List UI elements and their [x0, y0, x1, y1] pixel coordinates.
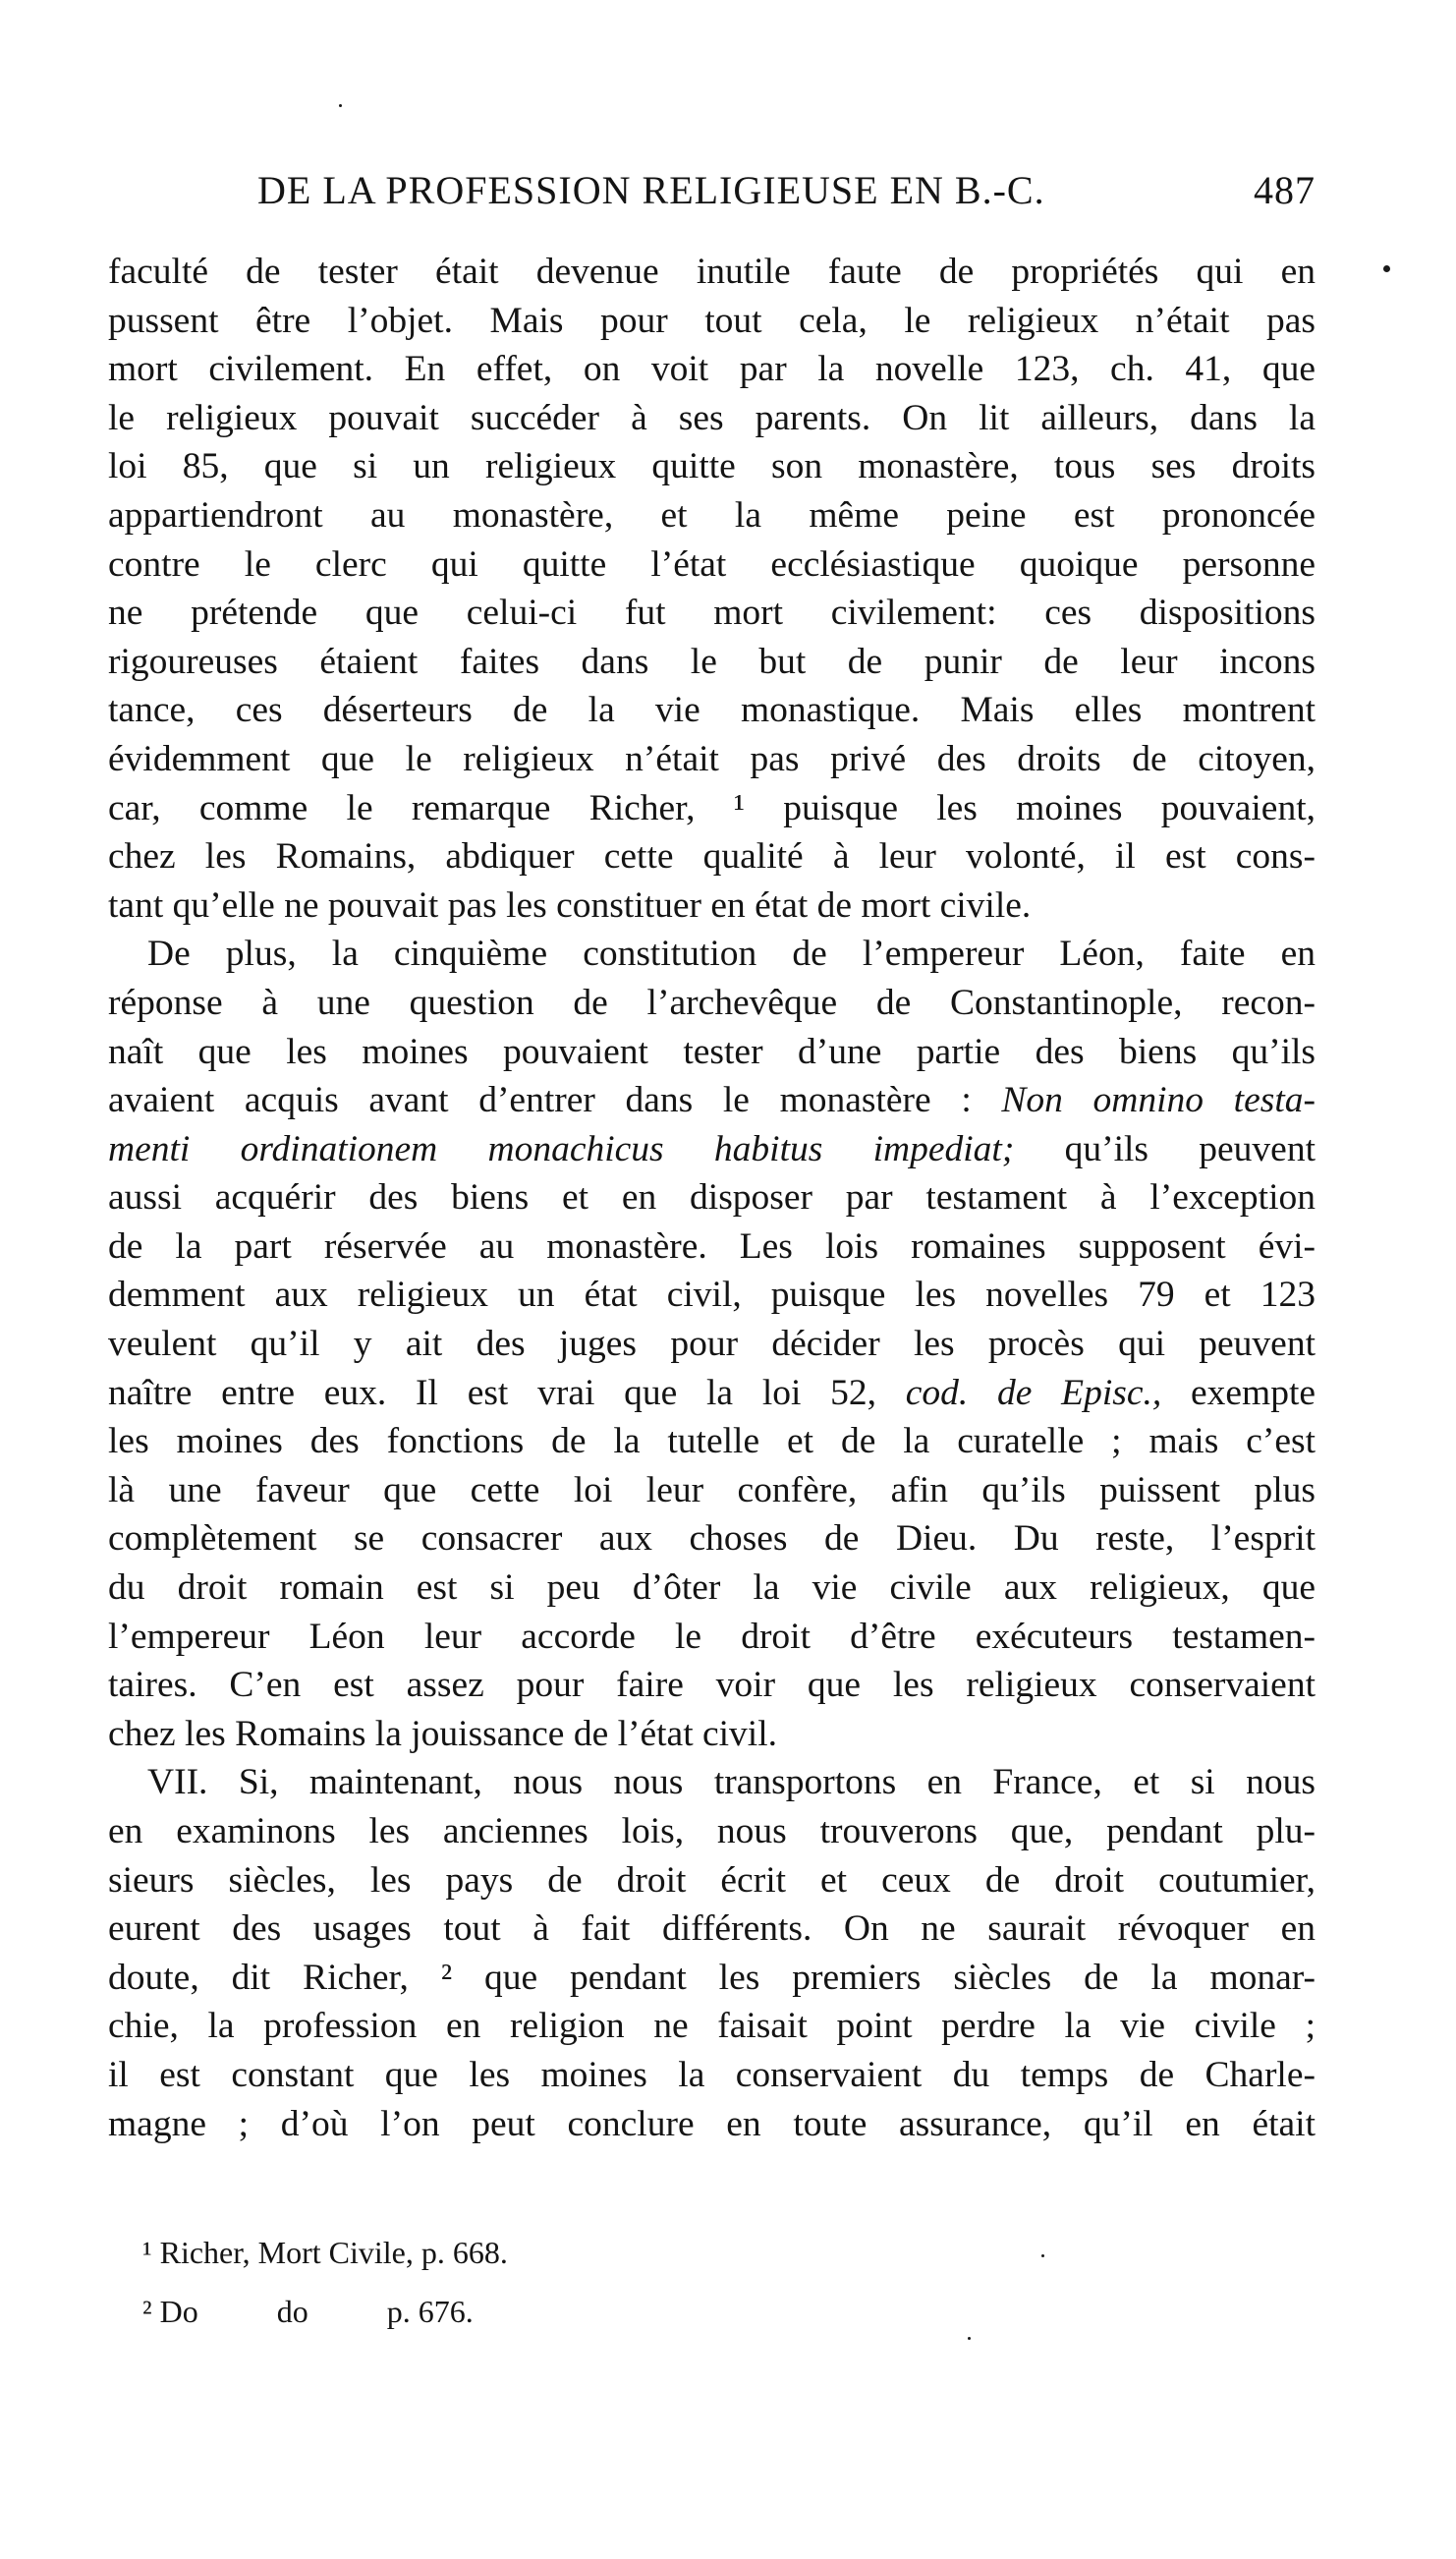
scan-speck — [1383, 265, 1390, 272]
text-line: évidemment que le religieux n’était pas privé des droits de citoyen, — [108, 738, 1316, 779]
scan-speck — [968, 2337, 971, 2340]
footnote: ¹ Richer, Mort Civile, p. 668. — [142, 2235, 508, 2270]
text-line — [108, 1076, 1316, 1125]
text-line: mort civilement. En effet, on voit par la novelle 123, ch. 41, que — [108, 349, 1316, 390]
text-line: ne prétende que celui-ci fut mort civilement: ces dispositions — [108, 593, 1316, 634]
page-number: 487 — [1254, 168, 1316, 212]
text-line: chez les Romains, abdiquer cette qualité à leur volonté, il est cons- — [108, 836, 1316, 878]
text-run: exempte — [1190, 1372, 1316, 1413]
text-line: appartiendront au monastère, et la même peine est prononcée — [108, 494, 1316, 536]
paragraph — [108, 248, 1316, 930]
text-line: car, comme le remarque Richer, ¹ puisque les moines pouvaient, — [108, 787, 1316, 828]
text-line: les moines des fonctions de la tutelle et de la curatelle ; mais c’est — [108, 1421, 1316, 1462]
citation: cod. de Episc., — [905, 1372, 1162, 1413]
text-line: tance, ces déserteurs de la vie monastique. Mais elles montrent — [108, 690, 1316, 731]
text-line: rigoureuses étaient faites dans le but de punir de leur incons — [108, 641, 1316, 682]
text-line: De plus, la cinquième constitution de l’empereur Léon, faite en — [147, 934, 1316, 975]
text-line: veulent qu’il y ait des juges pour décider les procès qui peuvent — [108, 1324, 1316, 1365]
text-line: du droit romain est si peu d’ôter la vie civile aux religieux, que — [108, 1567, 1316, 1609]
text-line: naît que les moines pouvaient tester d’une partie des biens qu’ils — [108, 1031, 1316, 1072]
text-line: demment aux religieux un état civil, puisque les novelles 79 et 123 — [108, 1275, 1316, 1316]
text-line: chie, la profession en religion ne faisait point perdre la vie civile ; — [108, 2006, 1316, 2047]
footnotes — [142, 2223, 830, 2341]
text-line: faculté de tester était devenue inutile faute de propriétés qui en — [108, 252, 1316, 292]
text-line: taires. C’en est assez pour faire voir que les religieux conservaient — [108, 1665, 1316, 1706]
text-line — [108, 1369, 1316, 1418]
text-line: il est constant que les moines la conservaient du temps de Charle- — [108, 2054, 1316, 2095]
paragraph — [108, 930, 1316, 1758]
running-title: DE LA PROFESSION RELIGIEUSE EN B.-C. — [257, 168, 1045, 212]
body-text — [108, 248, 1316, 2148]
text-line: complètement se consacrer aux choses de Dieu. Du reste, l’esprit — [108, 1518, 1316, 1560]
text-line: magne ; d’où l’on peut conclure en toute assurance, qu’il en était — [108, 2103, 1316, 2144]
text-run: naître entre eux. Il est vrai que la loi 52, — [108, 1372, 877, 1413]
text-line: VII. Si, maintenant, nous nous transportons en France, et si nous — [147, 1762, 1316, 1803]
text-run: avaient acquis avant d’entrer dans le monastère : — [108, 1080, 972, 1121]
text-line: loi 85, que si un religieux quitte son monastère, tous ses droits — [108, 446, 1316, 487]
text-line: là une faveur que cette loi leur confère, afin qu’ils puissent plus — [108, 1469, 1316, 1510]
footnote: ² Do do p. 676. — [142, 2294, 474, 2329]
text-line: pussent être l’objet. Mais pour tout cela, le religieux n’était pas — [108, 300, 1316, 341]
text-line: le religieux pouvait succéder à ses parents. On lit ailleurs, dans la — [108, 397, 1316, 438]
text-line: sieurs siècles, les pays de droit écrit et ceux de droit coutumier, — [108, 1859, 1316, 1901]
latin-quote: Non omnino testa- — [1001, 1080, 1316, 1121]
paragraph — [108, 1758, 1316, 2148]
text-run: qu’ils peuvent — [1064, 1128, 1316, 1169]
scan-speck — [339, 104, 342, 107]
text-line — [108, 1125, 1316, 1174]
latin-quote: menti ordinationem monachicus habitus impediat; — [108, 1128, 1015, 1169]
running-head — [257, 167, 1316, 222]
text-line: en examinons les anciennes lois, nous trouverons que, pendant plu- — [108, 1811, 1316, 1851]
text-line: aussi acquérir des biens et en disposer par testament à l’exception — [108, 1177, 1316, 1219]
text-line: réponse à une question de l’archevêque de Constantinople, recon- — [108, 982, 1316, 1023]
text-line: chez les Romains la jouissance de l’état civil. — [108, 1713, 778, 1754]
text-line: tant qu’elle ne pouvait pas les constituer en état de mort civile. — [108, 884, 1032, 926]
scan-speck — [1041, 2254, 1044, 2257]
text-line: doute, dit Richer, ² que pendant les premiers siècles de la monar- — [108, 1957, 1316, 1998]
text-line: contre le clerc qui quitte l’état ecclésiastique quoique personne — [108, 543, 1316, 585]
text-line: l’empereur Léon leur accorde le droit d’être exécuteurs testamen- — [108, 1616, 1316, 1657]
text-line: eurent des usages tout à fait différents. On ne saurait révoquer en — [108, 1908, 1316, 1950]
text-line: de la part réservée au monastère. Les lois romaines supposent évi- — [108, 1225, 1316, 1267]
